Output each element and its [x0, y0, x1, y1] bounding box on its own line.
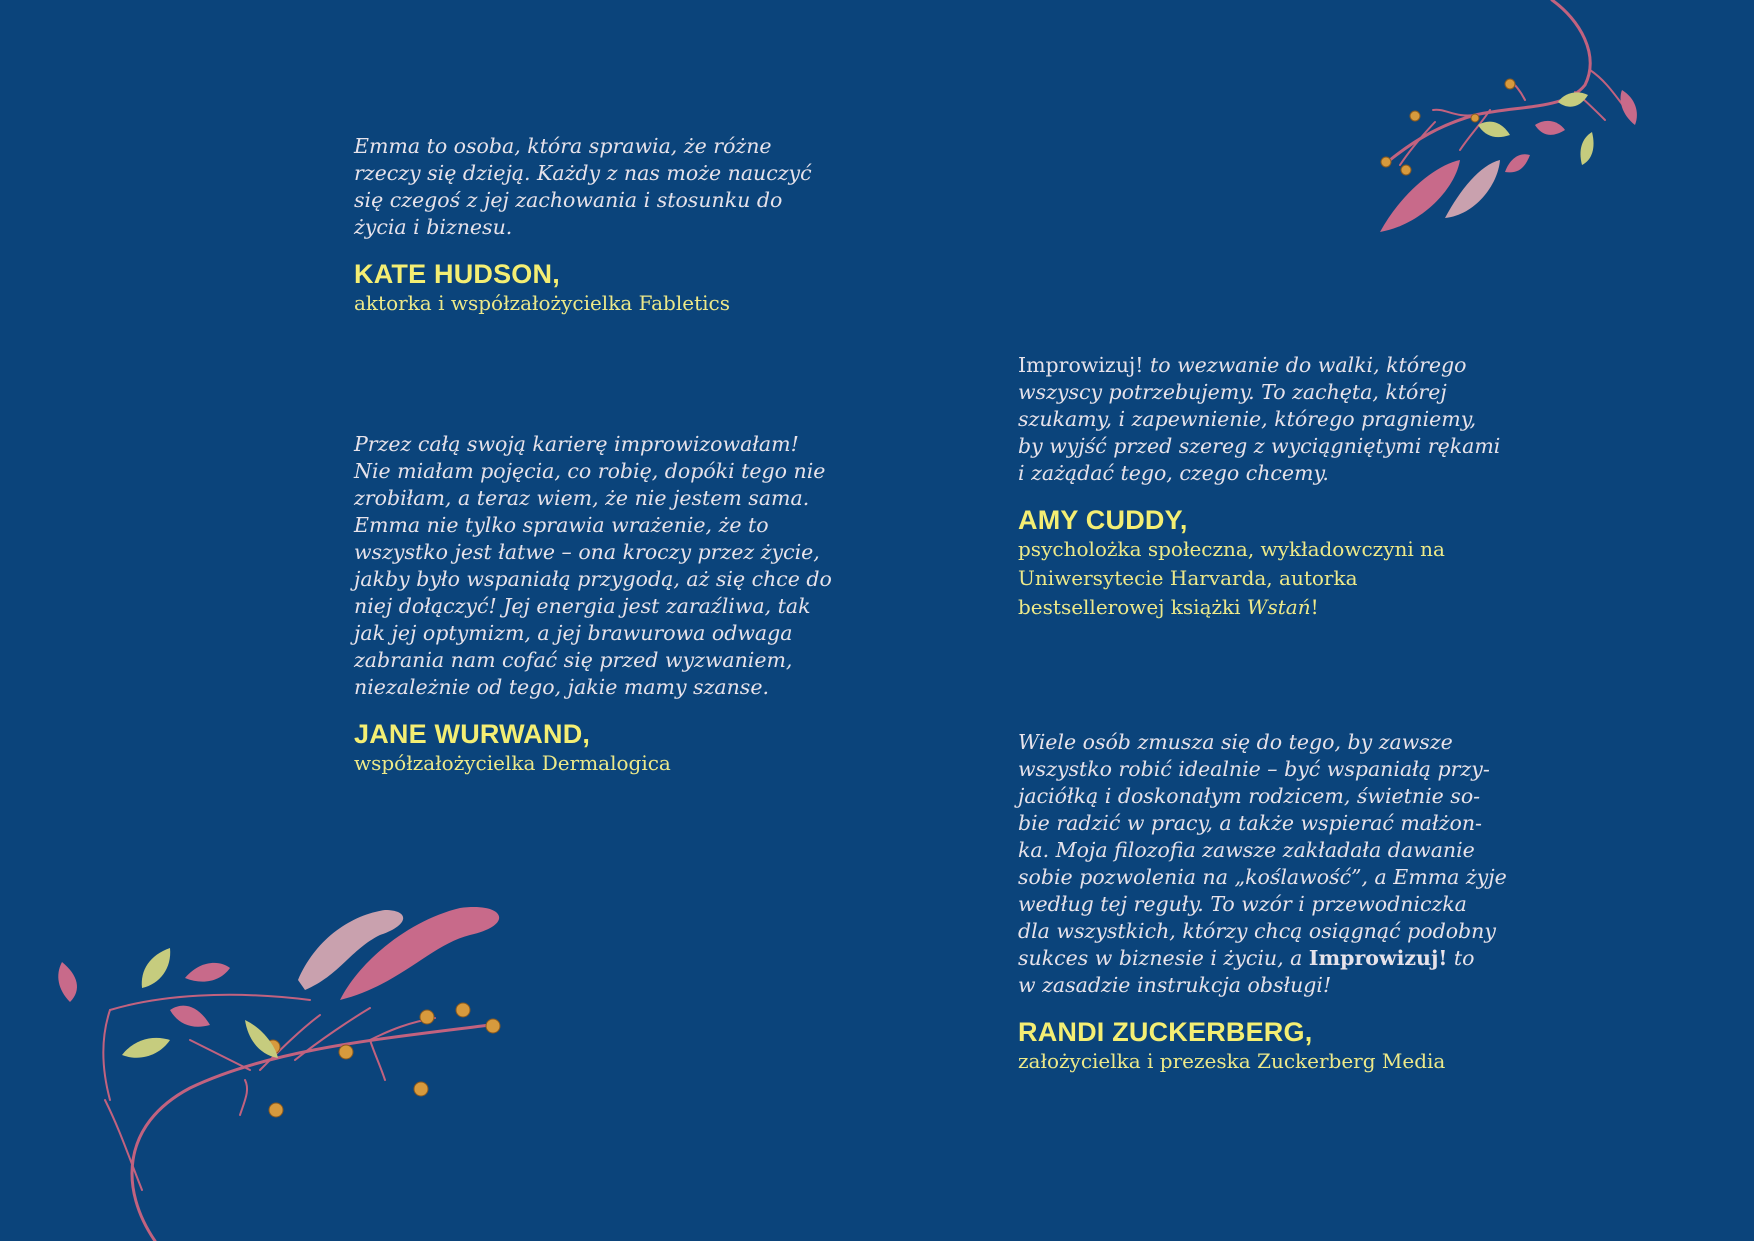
role-line: aktorka i współzałożycielka Fabletics [354, 291, 730, 315]
role-line: Uniwersytecie Harvarda, autorka [1018, 566, 1358, 590]
role-fragment: bestsellerowej książki [1018, 595, 1247, 619]
leaf-icon [1535, 121, 1565, 135]
quote-line: niezależnie od tego, jakie mamy szanse. [354, 675, 769, 699]
role-line: założycielka i prezeska Zuckerberg Media [1018, 1049, 1446, 1073]
quote-fragment: to [1447, 946, 1475, 970]
author-role [354, 749, 874, 778]
role-line [1018, 593, 1578, 622]
author-name: JANE WURWAND, [354, 719, 591, 749]
quote-line: sobie pozwolenia na „koślawość”, a Emma żyje [1018, 865, 1507, 889]
quote-line: by wyjść przed szereg z wyciągniętymi rękami [1018, 434, 1501, 458]
leafy-branch-top-right [1360, 0, 1660, 250]
leaf-icon [170, 1006, 210, 1027]
quote-line [1018, 945, 1578, 972]
quote-line: w zasadzie instrukcja obsługi! [1018, 973, 1332, 997]
quote-text [1018, 729, 1578, 999]
leafy-branch-bottom-left [50, 890, 550, 1241]
quote-line: dla wszystkich, którzy chcą osiągnąć podobny [1018, 919, 1496, 943]
leaf-icon [1478, 122, 1510, 138]
berry-icon [414, 1082, 428, 1096]
berry-icon [456, 1003, 470, 1017]
quote-line: wszystko jest łatwe – ona kroczy przez życie, [354, 540, 820, 564]
quote-line: zrobiłam, a teraz wiem, że nie jestem sama. [354, 486, 810, 510]
quote-line: zabrania nam cofać się przed wyzwaniem, [354, 648, 793, 672]
berry-icon [1410, 111, 1420, 121]
quote-line: i zażądać tego, czego chcemy. [1018, 461, 1329, 485]
berry-icon [339, 1045, 353, 1059]
quote-line: wszystko robić idealnie – być wspaniałą przy- [1018, 757, 1490, 781]
berry-icon [1401, 165, 1411, 175]
blurb-randi-zuckerberg [1018, 729, 1578, 1076]
leaf-icon [245, 1020, 278, 1058]
quote-line: jaciółką i doskonałym rodzicem, świetnie so- [1018, 784, 1481, 808]
blurb-kate-hudson [354, 133, 874, 318]
book-title: Improwizuj! [1018, 353, 1144, 377]
berry-icon [269, 1103, 283, 1117]
berries [266, 1003, 500, 1117]
berry-icon [1471, 114, 1479, 122]
berry-icon [420, 1010, 434, 1024]
quote-line: według tej reguły. To wzór i przewodniczka [1018, 892, 1467, 916]
leaf-icon [1580, 132, 1593, 165]
quote-line: się czegoś z jej zachowania i stosunku do [354, 188, 783, 212]
quote-line: szukamy, i zapewnienie, którego pragniemy, [1018, 407, 1477, 431]
leaf-icon [1505, 154, 1530, 172]
role-fragment: ! [1310, 595, 1319, 619]
book-title: Improwizuj! [1308, 946, 1448, 970]
quote-line: bie radzić w pracy, a także wspierać małżon- [1018, 811, 1482, 835]
berry-icon [486, 1019, 500, 1033]
author-name: KATE HUDSON, [354, 259, 560, 289]
role-line: psycholożka społeczna, wykładowczyni na [1018, 537, 1445, 561]
quote-line: jak jej optymizm, a jej brawurowa odwaga [354, 621, 793, 645]
quote-line [1018, 352, 1578, 379]
leaf-icon [1380, 160, 1460, 232]
quote-line: Emma nie tylko sprawia wrażenie, że to [354, 513, 769, 537]
quote-line: Wiele osób zmusza się do tego, by zawsze [1018, 730, 1453, 754]
branch-stems [103, 995, 490, 1241]
quote-line: Emma to osoba, która sprawia, że różne [354, 134, 772, 158]
author-name: RANDI ZUCKERBERG, [1018, 1017, 1313, 1047]
berry-icon [1505, 79, 1515, 89]
leaves [1380, 90, 1637, 232]
leaf-icon [1621, 90, 1637, 125]
quote-line: rzeczy się dzieją. Każdy z nas może nauczyć [354, 161, 812, 185]
author-role [1018, 535, 1578, 622]
quote-line: jakby było wspaniałą przygodą, aż się chce do [354, 567, 832, 591]
quote-line: Nie miałam pojęcia, co robię, dopóki tego nie [354, 459, 826, 483]
leaves [58, 907, 499, 1058]
quote-text [354, 133, 874, 241]
quote-fragment: sukces w biznesie i życiu, a [1018, 946, 1309, 970]
quote-line: niej dołączyć! Jej energia jest zaraźliwa, tak [354, 594, 811, 618]
quote-text [354, 431, 874, 701]
berry-icon [1381, 157, 1391, 167]
author-role [354, 289, 874, 318]
quote-fragment: to wezwanie do walki, którego [1143, 353, 1467, 377]
leaf-icon [142, 948, 170, 988]
quote-line: ka. Moja filozofia zawsze zakładała dawanie [1018, 838, 1475, 862]
quote-text [1018, 352, 1578, 487]
quote-line: życia i biznesu. [354, 215, 513, 239]
blurb-jane-wurwand [354, 431, 874, 778]
author-role [1018, 1047, 1578, 1076]
blurb-amy-cuddy [1018, 352, 1578, 622]
leaf-icon [1558, 92, 1588, 106]
quote-line: wszyscy potrzebujemy. To zachęta, której [1018, 380, 1447, 404]
role-line: współzałożycielka Dermalogica [354, 751, 671, 775]
quote-line: Przez całą swoją karierę improwizowałam! [354, 432, 799, 456]
leaf-icon [122, 1038, 170, 1058]
book-title: Wstań [1246, 595, 1311, 619]
leaf-icon [58, 962, 77, 1002]
leaf-icon [185, 963, 230, 982]
author-name: AMY CUDDY, [1018, 505, 1188, 535]
